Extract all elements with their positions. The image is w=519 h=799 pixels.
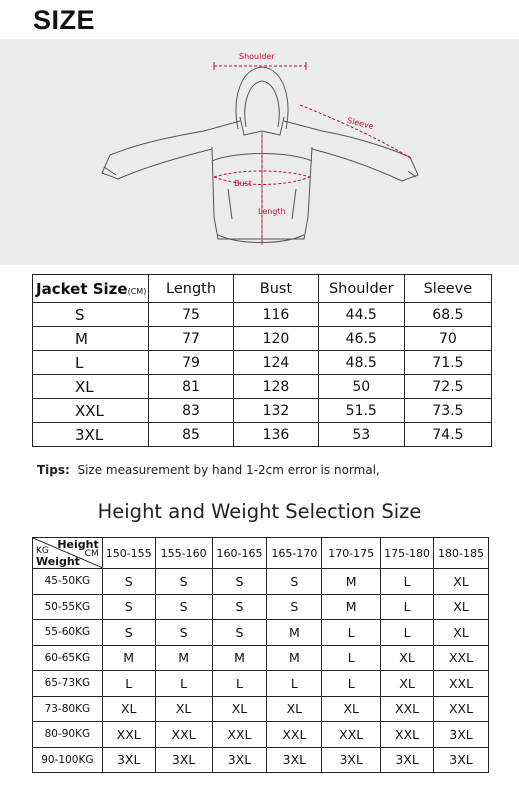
measure-cell: 81: [148, 375, 233, 399]
table-row: [33, 327, 492, 351]
table-row: [33, 569, 489, 595]
size-cell: 3XL: [381, 747, 434, 773]
table-row: [33, 722, 489, 748]
measure-cell: 116: [234, 303, 319, 327]
bust-label: Bust: [234, 179, 252, 188]
measure-cell: 128: [234, 375, 319, 399]
weight-range-cell: 50-55KG: [33, 594, 103, 620]
size-cell: S: [155, 620, 212, 646]
size-cell: XL: [212, 696, 267, 722]
size-cell: XL: [155, 696, 212, 722]
corner-cm-label: CM: [84, 549, 99, 559]
size-cell: 3XL: [322, 747, 381, 773]
size-cell: 3XL: [155, 747, 212, 773]
sleeve-label: Sleeve: [346, 115, 375, 132]
size-cell: XXL: [33, 399, 149, 423]
jacket-size-table: [32, 274, 492, 447]
height-range-header: 180-185: [434, 538, 489, 569]
size-cell: XXL: [434, 645, 489, 671]
size-cell: M: [267, 620, 322, 646]
size-cell: M: [155, 645, 212, 671]
height-range-header: 160-165: [212, 538, 267, 569]
table-row: [33, 671, 489, 697]
weight-range-cell: 55-60KG: [33, 620, 103, 646]
tips-note: [37, 463, 380, 477]
jacket-size-header: [33, 275, 149, 303]
page-title: SIZE: [33, 5, 96, 35]
table-row: [33, 375, 492, 399]
size-cell: XXL: [381, 696, 434, 722]
measure-cell: 136: [234, 423, 319, 447]
measure-cell: 75: [148, 303, 233, 327]
measure-cell: 74.5: [404, 423, 491, 447]
weight-range-cell: 90-100KG: [33, 747, 103, 773]
size-cell: L: [381, 620, 434, 646]
length-label: Length: [258, 207, 286, 216]
measure-cell: 85: [148, 423, 233, 447]
jacket-size-header-label: Jacket Size: [36, 279, 128, 298]
size-cell: S: [155, 594, 212, 620]
table-row: [33, 747, 489, 773]
size-cell: L: [381, 594, 434, 620]
weight-range-cell: 80-90KG: [33, 722, 103, 748]
measure-cell: 132: [234, 399, 319, 423]
size-cell: XL: [381, 645, 434, 671]
size-cell: XXL: [155, 722, 212, 748]
size-cell: S: [212, 569, 267, 595]
measure-cell: 51.5: [318, 399, 404, 423]
measure-cell: 77: [148, 327, 233, 351]
tips-label: Tips:: [37, 463, 70, 477]
size-cell: 3XL: [434, 722, 489, 748]
measure-cell: 44.5: [318, 303, 404, 327]
column-header: Sleeve: [404, 275, 491, 303]
table-row: [33, 351, 492, 375]
size-cell: L: [267, 671, 322, 697]
size-cell: XL: [434, 569, 489, 595]
table-row: [33, 399, 492, 423]
measure-cell: 83: [148, 399, 233, 423]
size-cell: 3XL: [33, 423, 149, 447]
size-cell: XL: [267, 696, 322, 722]
table-header-row: [33, 275, 492, 303]
size-cell: M: [267, 645, 322, 671]
size-cell: L: [155, 671, 212, 697]
table-row: [33, 645, 489, 671]
jacket-size-header-unit: (CM): [127, 286, 147, 296]
column-header: Bust: [234, 275, 319, 303]
size-cell: M: [33, 327, 149, 351]
size-cell: S: [102, 620, 155, 646]
size-cell: M: [322, 569, 381, 595]
size-cell: XL: [434, 594, 489, 620]
table-row: [33, 303, 492, 327]
column-header: Shoulder: [318, 275, 404, 303]
size-cell: XXL: [434, 671, 489, 697]
size-cell: XL: [33, 375, 149, 399]
size-cell: XXL: [434, 696, 489, 722]
table-row: [33, 620, 489, 646]
size-cell: XXL: [322, 722, 381, 748]
size-cell: S: [102, 594, 155, 620]
size-cell: XXL: [212, 722, 267, 748]
size-cell: M: [212, 645, 267, 671]
measure-cell: 46.5: [318, 327, 404, 351]
shoulder-label: Shoulder: [239, 52, 275, 61]
weight-range-cell: 45-50KG: [33, 569, 103, 595]
jacket-outline-illustration: [0, 39, 519, 265]
selection-title: Height and Weight Selection Size: [97, 500, 422, 523]
size-cell: L: [381, 569, 434, 595]
size-cell: XXL: [102, 722, 155, 748]
size-cell: M: [322, 594, 381, 620]
measure-cell: 50: [318, 375, 404, 399]
size-cell: XL: [434, 620, 489, 646]
size-cell: 3XL: [102, 747, 155, 773]
corner-header: [33, 538, 103, 569]
height-range-header: 155-160: [155, 538, 212, 569]
size-cell: 3XL: [434, 747, 489, 773]
table-header-row: [33, 538, 489, 569]
measure-cell: 72.5: [404, 375, 491, 399]
size-cell: L: [102, 671, 155, 697]
measure-cell: 70: [404, 327, 491, 351]
height-range-header: 170-175: [322, 538, 381, 569]
size-cell: S: [267, 594, 322, 620]
height-range-header: 150-155: [102, 538, 155, 569]
size-cell: S: [33, 303, 149, 327]
measure-cell: 71.5: [404, 351, 491, 375]
height-range-header: 165-170: [267, 538, 322, 569]
size-cell: 3XL: [267, 747, 322, 773]
measure-cell: 73.5: [404, 399, 491, 423]
size-cell: S: [102, 569, 155, 595]
weight-range-cell: 73-80KG: [33, 696, 103, 722]
tips-text: Size measurement by hand 1-2cm error is normal,: [77, 463, 380, 477]
weight-range-cell: 65-73KG: [33, 671, 103, 697]
size-cell: L: [322, 620, 381, 646]
size-cell: L: [33, 351, 149, 375]
table-row: [33, 696, 489, 722]
measure-cell: 53: [318, 423, 404, 447]
size-cell: 3XL: [212, 747, 267, 773]
jacket-diagram: [0, 39, 519, 265]
corner-kg-label: KG: [36, 546, 49, 556]
measure-cell: 120: [234, 327, 319, 351]
size-cell: L: [322, 645, 381, 671]
corner-height-label: Height: [57, 538, 99, 551]
height-weight-table: [32, 537, 489, 773]
table-row: [33, 594, 489, 620]
size-cell: S: [212, 594, 267, 620]
measure-cell: 124: [234, 351, 319, 375]
size-cell: XL: [102, 696, 155, 722]
weight-range-cell: 60-65KG: [33, 645, 103, 671]
column-header: Length: [148, 275, 233, 303]
size-cell: S: [267, 569, 322, 595]
size-cell: XXL: [267, 722, 322, 748]
table-row: [33, 423, 492, 447]
measure-cell: 68.5: [404, 303, 491, 327]
size-cell: XL: [381, 671, 434, 697]
size-cell: XXL: [381, 722, 434, 748]
size-cell: L: [322, 671, 381, 697]
size-cell: S: [155, 569, 212, 595]
size-cell: M: [102, 645, 155, 671]
corner-weight-label: Weight: [36, 555, 80, 568]
height-range-header: 175-180: [381, 538, 434, 569]
size-cell: XL: [322, 696, 381, 722]
measure-cell: 79: [148, 351, 233, 375]
measure-cell: 48.5: [318, 351, 404, 375]
size-cell: L: [212, 671, 267, 697]
size-cell: S: [212, 620, 267, 646]
